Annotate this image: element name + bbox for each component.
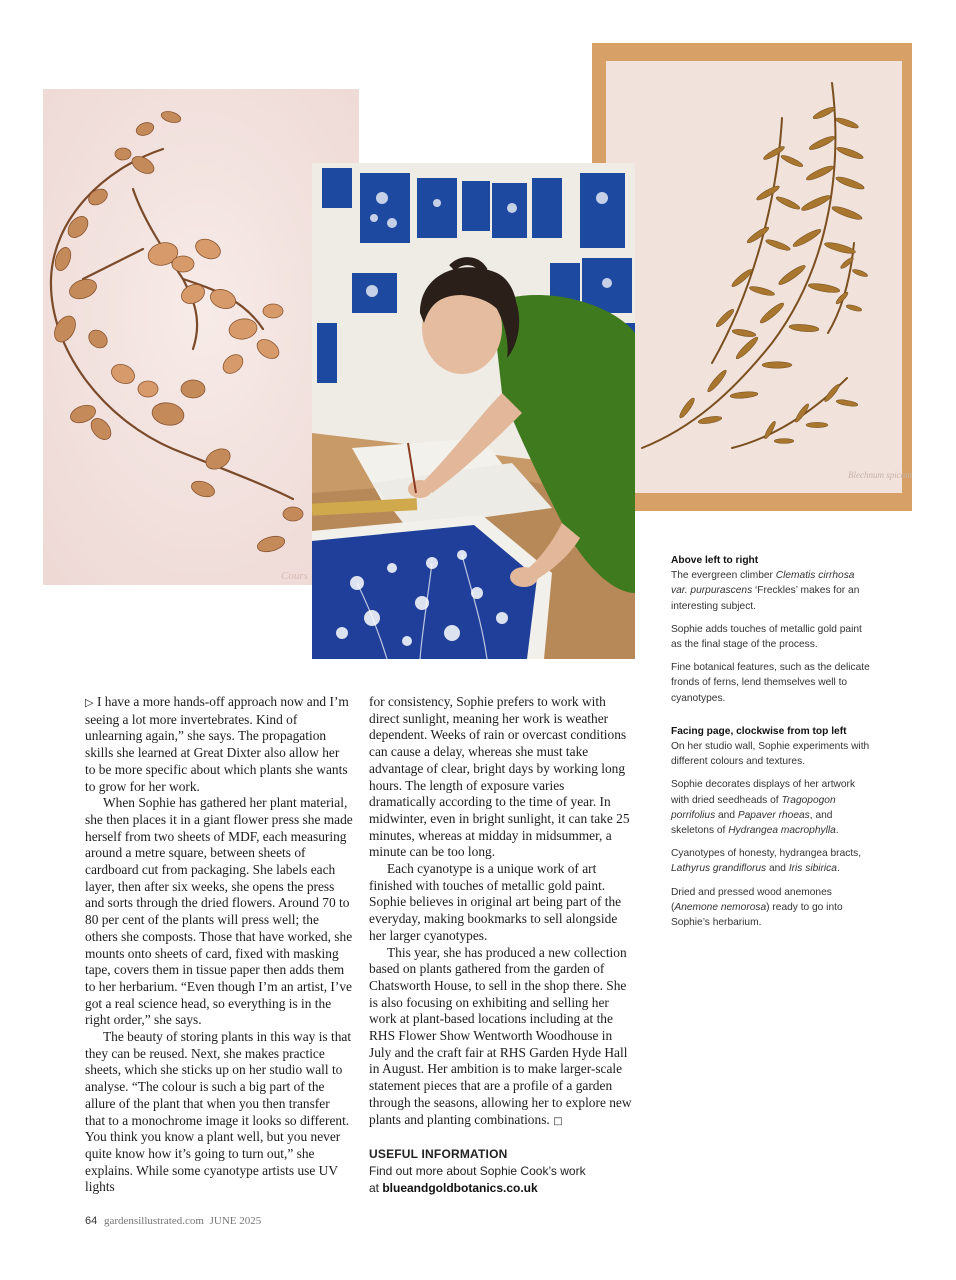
useful-heading: USEFUL INFORMATION <box>369 1147 508 1161</box>
caption-facing-2 <box>671 777 871 838</box>
useful-line-2 <box>369 1180 633 1197</box>
paragraph-6 <box>369 945 633 1131</box>
paragraph-2: When Sophie has gathered her plant material, she then places it in a giant flower press she made herself from two sheets of MDF, each measuring around a metre square, between sheets of cardboard cut from packaging. She labels each layer, then after six weeks, she opens the press and sorts through the dried flowers. Around 70 to 80 per cent of the plants will press well; the others she composts. Those that have worked, she mounts onto sheets of card, fixed with masking tape, covers them in tissue paper then adds them to her herbarium. “Even though I’m an artist, I’ve got a real science head, so everything is in the right order,” she says. <box>85 795 353 1028</box>
page-footer <box>85 1215 261 1227</box>
pencil-signature: Cours <box>281 570 308 582</box>
center-photo <box>312 163 635 659</box>
cap-f2c: and <box>715 809 738 821</box>
pressed-fern-illustration <box>592 43 912 511</box>
caption-above-heading: Above left to right <box>671 555 759 566</box>
pencil-signature-right: Blechnum spicant <box>848 470 912 480</box>
paragraph-4: for consistency, Sophie prefers to work with direct sunlight, meaning her work is weather dependent. Weeks of rain or overcast conditions can cause a delay, whereas she must take advantage of clear, bright days by working long hours. The length of exposure varies dramatically according to the time of year. In midwinter, even in bright sunlight, it can take 25 minutes, whereas at midday in midsummer, a minute can be too long. <box>369 694 630 860</box>
caption-above-1 <box>671 568 871 614</box>
cap-f2f: Hydrangea macrophylla <box>728 825 836 837</box>
cap-f3e: . <box>836 863 840 875</box>
cap-f3b: Lathyrus grandiflorus <box>671 863 767 875</box>
body-column-2 <box>369 694 633 1130</box>
continuation-arrow-icon: ▷ <box>85 696 97 709</box>
caption-facing-3 <box>671 846 871 876</box>
cap-f3d: Iris sibirica <box>788 863 837 875</box>
paragraph-5: Each cyanotype is a unique work of art finished with touches of metallic gold paint. Sophie believes in original art being part of the everyday, making bookmarks to sell alongside her larger cyanotypes. <box>369 861 622 943</box>
cap-f2e: , and skeletons of <box>671 809 833 837</box>
cap-a1b: Clematis cirrhosa var. purpurascens <box>671 570 855 597</box>
cap-f3c: and <box>766 863 789 875</box>
cap-f2d: Papaver rhoeas <box>737 809 810 821</box>
body-column-1 <box>85 694 353 1196</box>
page-number: 64 <box>85 1215 98 1227</box>
cap-f2a: Sophie decorates displays of her artwork with dried seedheads of <box>671 779 856 806</box>
website-link[interactable]: blueandgoldbotanics.co.uk <box>382 1181 538 1195</box>
caption-above-3: Fine botanical features, such as the delicate fronds of ferns, lend themselves well to cyanotypes. <box>671 662 870 704</box>
cap-f2g: . <box>835 825 839 837</box>
caption-facing-4 <box>671 885 871 931</box>
caption-facing-heading: Facing page, clockwise from top left <box>671 725 847 737</box>
footer-issue: JUNE 2025 <box>209 1215 262 1227</box>
paragraph-3: The beauty of storing plants in this way is that they can be reused. Next, she makes practice sheets, which she sticks up on her studio wall to analyse. “The colour is such a big part of the allure of the plant that when you then transfer that to a monochrome image it looks so different. You think you know a plant well, but you never quite know how it’s going to turn out,” she explains. While some cyanotype artists use UV lights <box>85 1029 352 1195</box>
cap-f4c: ) ready to go into Sophie’s herbarium. <box>671 901 843 929</box>
artist-illustration <box>312 163 635 659</box>
useful-line-1: Find out more about Sophie Cook’s work <box>369 1164 586 1178</box>
caption-facing-1: On her studio wall, Sophie experiments with different colours and textures. <box>671 741 870 768</box>
footer-site: gardensillustrated.com <box>104 1215 204 1227</box>
useful-information <box>369 1146 633 1197</box>
cap-f3a: Cyanotypes of honesty, hydrangea bracts, <box>671 848 862 860</box>
paragraph-6-text: This year, she has produced a new collection based on plants gathered from the garden of Chatsworth House, to sell in the shop there. She is also focusing on exhibiting and selling her work at plant-based locations including at the RHS Flower Show Wentworth Woodhouse in July and the craft fair at RHS Garden Hyde Hall in August. Her ambition is to make larger-scale statement pieces that are a profile of a garden through the seasons, allowing her to explore new plants and planting combinations. <box>369 944 632 1127</box>
cap-a1c: ‘Freckles’ makes for an interesting subject. <box>671 585 860 612</box>
cap-f4a: Dried and pressed wood anemones ( <box>671 886 832 913</box>
cap-a1a: The evergreen climber <box>671 570 776 582</box>
cap-f4b: Anemone nemorosa <box>674 901 767 913</box>
paragraph-1 <box>85 694 353 795</box>
right-photo <box>592 43 912 511</box>
useful-at: at <box>369 1181 383 1195</box>
paragraph-1-text: I have a more hands-off approach now and I’m seeing a lot more invertebrates. Kind of unlearning again,” she says. The propagation skills she learned at Great Dixter also allow her to be more specific about which plants she wants to grow for her work. <box>85 694 349 794</box>
caption-above-2: Sophie adds touches of metallic gold paint as the final stage of the process. <box>671 623 862 651</box>
cap-f2b: Tragopogon porrifolius <box>671 794 836 821</box>
end-mark: □ <box>553 1115 563 1127</box>
captions <box>671 553 871 938</box>
